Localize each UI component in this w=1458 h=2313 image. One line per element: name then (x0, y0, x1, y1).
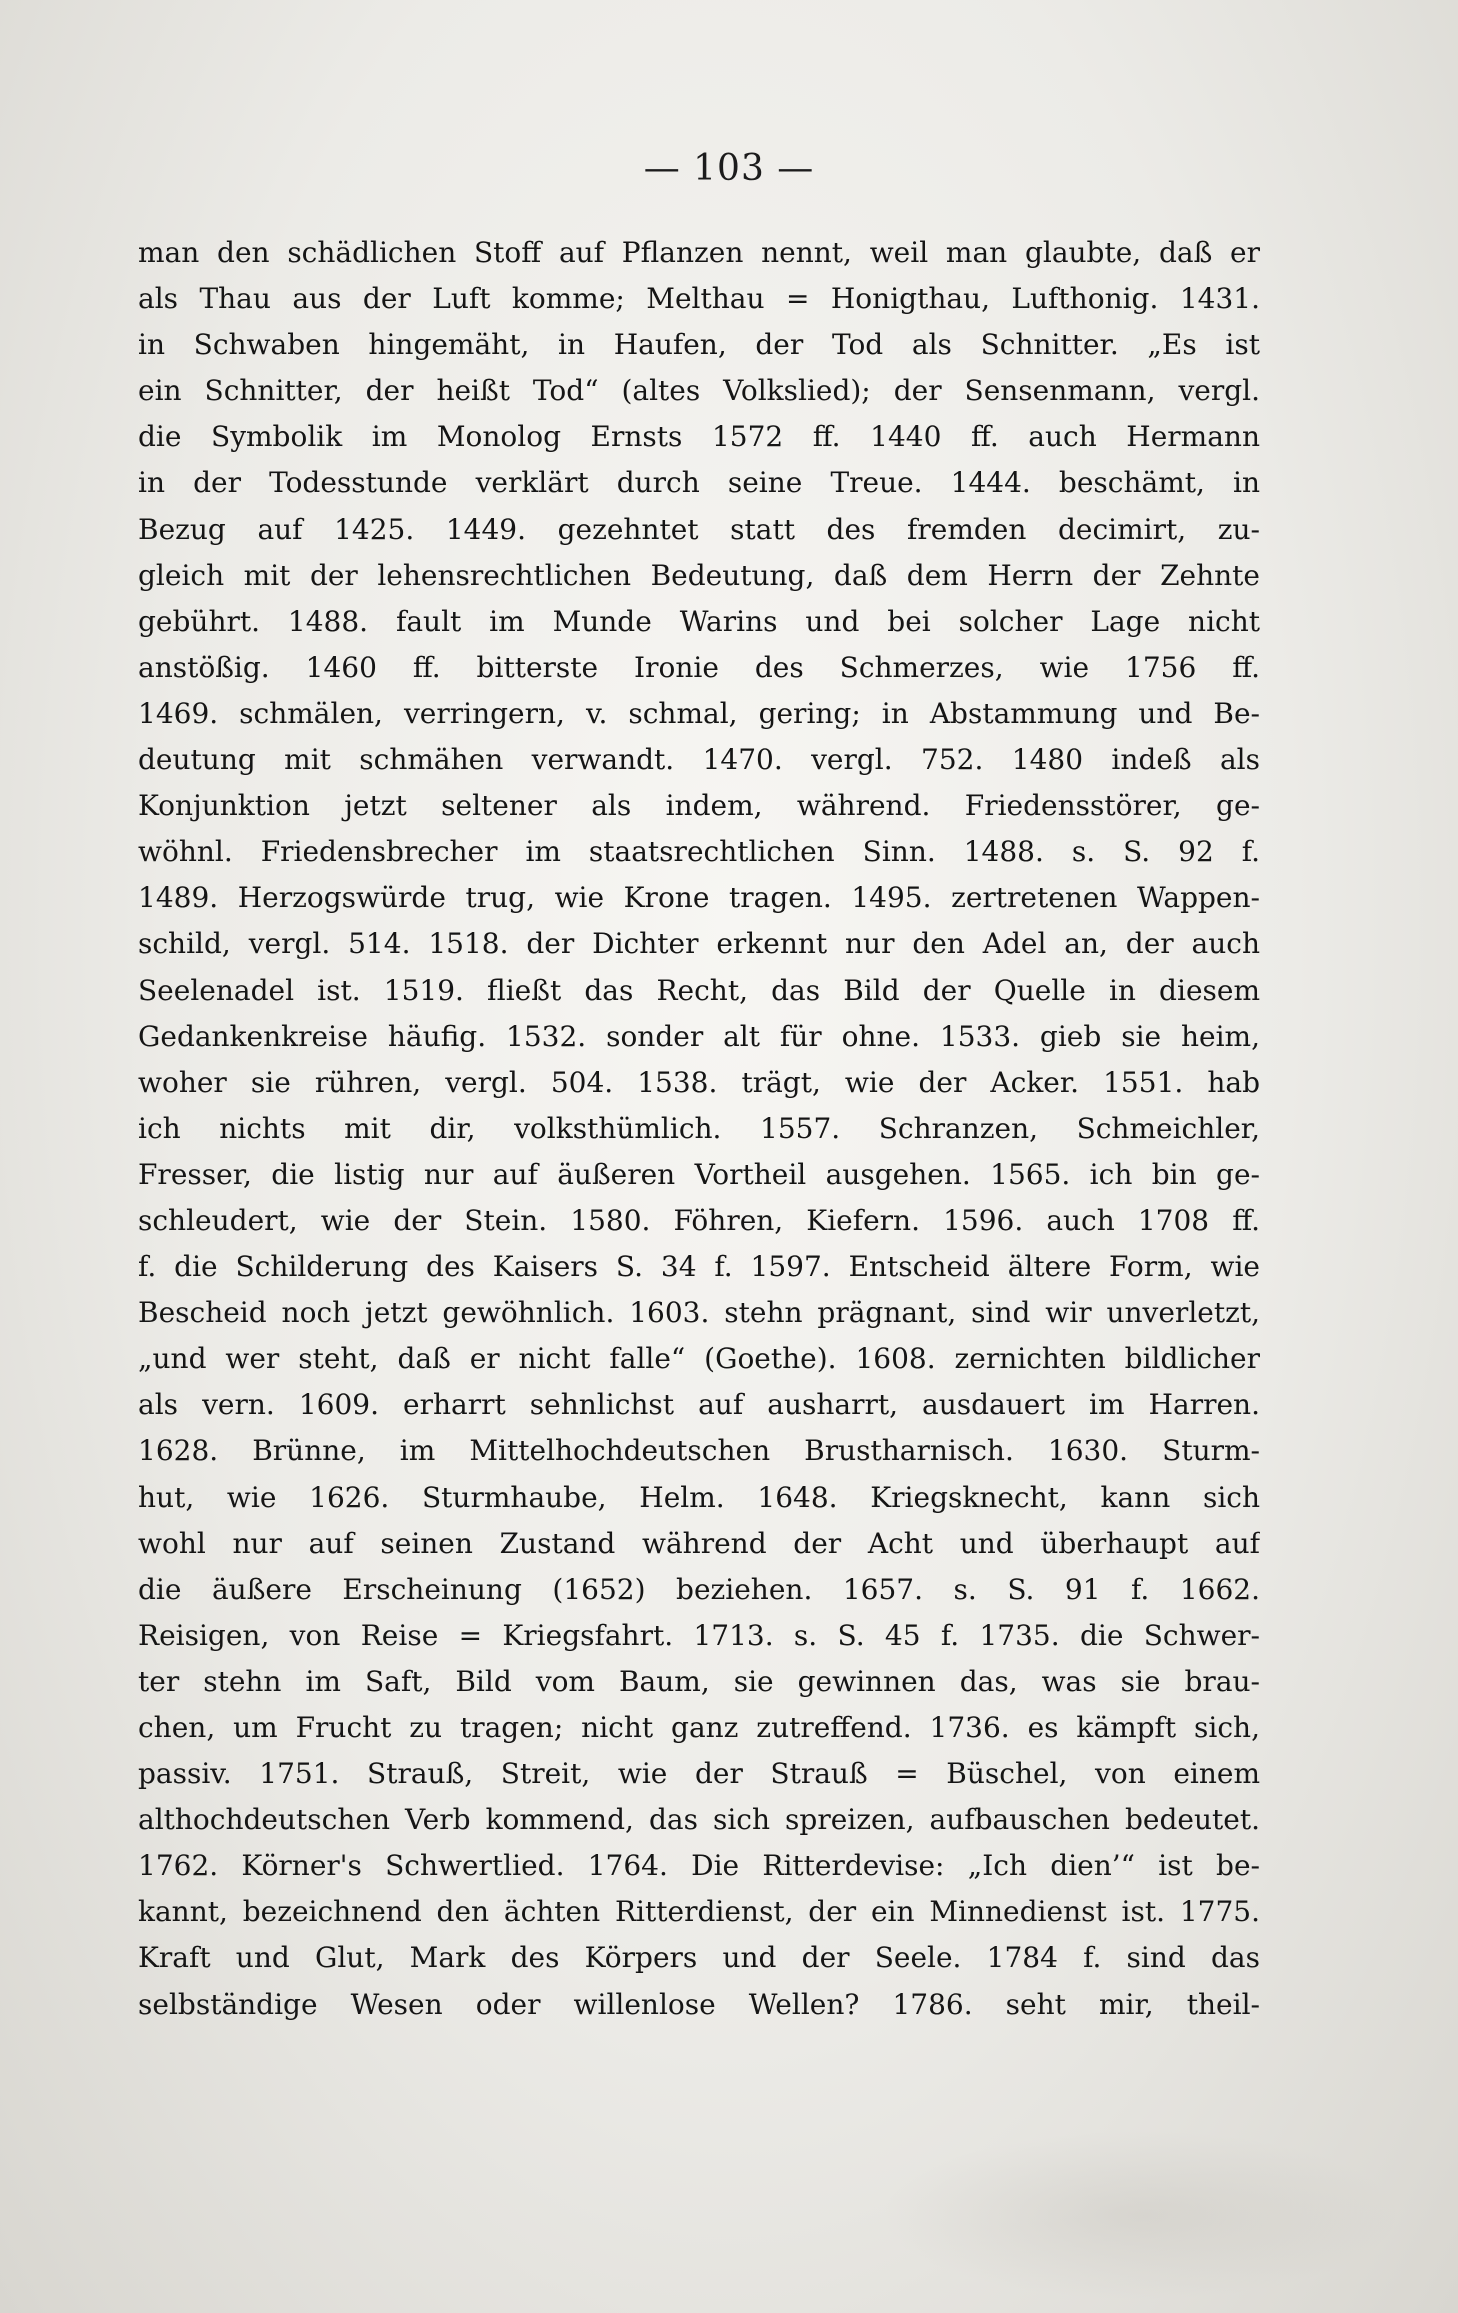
text-line: Konjunktion jetzt seltener als indem, während. Friedensstörer, ge- (138, 789, 1260, 823)
text-line: kannt, bezeichnend den ächten Ritterdienst, der ein Minnedienst ist. 1775. (138, 1895, 1260, 1929)
text-line: wöhnl. Friedensbrecher im staatsrechtlichen Sinn. 1488. s. S. 92 f. (138, 835, 1260, 869)
text-line: gebührt. 1488. fault im Munde Warins und bei solcher Lage nicht (138, 604, 1260, 638)
text-line: Kraft und Glut, Mark des Körpers und der Seele. 1784 f. sind das (138, 1941, 1260, 1975)
text-line: ich nichts mit dir, volksthümlich. 1557. Schranzen, Schmeichler, (138, 1111, 1260, 1145)
text-line: woher sie rühren, vergl. 504. 1538. trägt, wie der Acker. 1551. hab (138, 1065, 1260, 1099)
text-line: als Thau aus der Luft komme; Melthau = Honigthau, Lufthonig. 1431. (138, 282, 1260, 316)
text-line: selbständige Wesen oder willenlose Wellen? 1786. seht mir, theil- (138, 1987, 1260, 2021)
text-line: anstößig. 1460 ff. bitterste Ironie des Schmerzes, wie 1756 ff. (138, 650, 1260, 684)
text-line: 1489. Herzogswürde trug, wie Krone tragen. 1495. zertretenen Wappen- (138, 881, 1260, 915)
text-line: Fresser, die listig nur auf äußeren Vortheil ausgehen. 1565. ich bin ge- (138, 1157, 1260, 1191)
text-line: 1628. Brünne, im Mittelhochdeutschen Brustharnisch. 1630. Sturm- (138, 1434, 1260, 1468)
text-line: hut, wie 1626. Sturmhaube, Helm. 1648. Kriegsknecht, kann sich (138, 1480, 1260, 1514)
text-line: als vern. 1609. erharrt sehnlichst auf ausharrt, ausdauert im Harren. (138, 1388, 1260, 1422)
text-line: die Symbolik im Monolog Ernsts 1572 ff. 1440 ff. auch Hermann (138, 420, 1260, 454)
text-line: die äußere Erscheinung (1652) beziehen. 1657. s. S. 91 f. 1662. (138, 1572, 1260, 1606)
text-line: schild, vergl. 514. 1518. der Dichter erkennt nur den Adel an, der auch (138, 927, 1260, 961)
text-line: 1762. Körner's Schwertlied. 1764. Die Ritterdevise: „Ich dien’“ ist be- (138, 1849, 1260, 1883)
paper-stain (880, 2130, 1400, 2300)
text-line: althochdeutschen Verb kommend, das sich spreizen, aufbauschen bedeutet. (138, 1803, 1260, 1837)
text-line: in der Todesstunde verklärt durch seine Treue. 1444. beschämt, in (138, 466, 1260, 500)
text-line: Bezug auf 1425. 1449. gezehntet statt des fremden decimirt, zu- (138, 512, 1260, 546)
text-line: in Schwaben hingemäht, in Haufen, der Tod als Schnitter. „Es ist (138, 328, 1260, 362)
text-line: Reisigen, von Reise = Kriegsfahrt. 1713. s. S. 45 f. 1735. die Schwer- (138, 1618, 1260, 1652)
text-line: f. die Schilderung des Kaisers S. 34 f. 1597. Entscheid ältere Form, wie (138, 1250, 1260, 1284)
text-line: 1469. schmälen, verringern, v. schmal, gering; in Abstammung und Be- (138, 696, 1260, 730)
text-line: „und wer steht, daß er nicht falle“ (Goethe). 1608. zernichten bildlicher (138, 1342, 1260, 1376)
text-line: wohl nur auf seinen Zustand während der Acht und überhaupt auf (138, 1526, 1260, 1560)
text-line: gleich mit der lehensrechtlichen Bedeutung, daß dem Herrn der Zehnte (138, 558, 1260, 592)
text-line: Seelenadel ist. 1519. fließt das Recht, das Bild der Quelle in diesem (138, 973, 1260, 1007)
text-line: man den schädlichen Stoff auf Pflanzen nennt, weil man glaubte, daß er (138, 236, 1260, 269)
text-block (138, 230, 1260, 2028)
text-line: schleudert, wie der Stein. 1580. Föhren, Kiefern. 1596. auch 1708 ff. (138, 1203, 1260, 1237)
text-line: ter stehn im Saft, Bild vom Baum, sie gewinnen das, was sie brau- (138, 1664, 1260, 1698)
page-number: — 103 — (643, 148, 815, 189)
text-line: ein Schnitter, der heißt Tod“ (altes Volkslied); der Sensenmann, vergl. (138, 374, 1260, 408)
text-line: deutung mit schmähen verwandt. 1470. vergl. 752. 1480 indeß als (138, 743, 1260, 777)
text-line: chen, um Frucht zu tragen; nicht ganz zutreffend. 1736. es kämpft sich, (138, 1711, 1260, 1744)
text-line: Bescheid noch jetzt gewöhnlich. 1603. stehn prägnant, sind wir unverletzt, (138, 1296, 1260, 1330)
text-line: Gedankenkreise häufig. 1532. sonder alt für ohne. 1533. gieb sie heim, (138, 1019, 1260, 1053)
text-line: passiv. 1751. Strauß, Streit, wie der Strauß = Büschel, von einem (138, 1757, 1260, 1791)
